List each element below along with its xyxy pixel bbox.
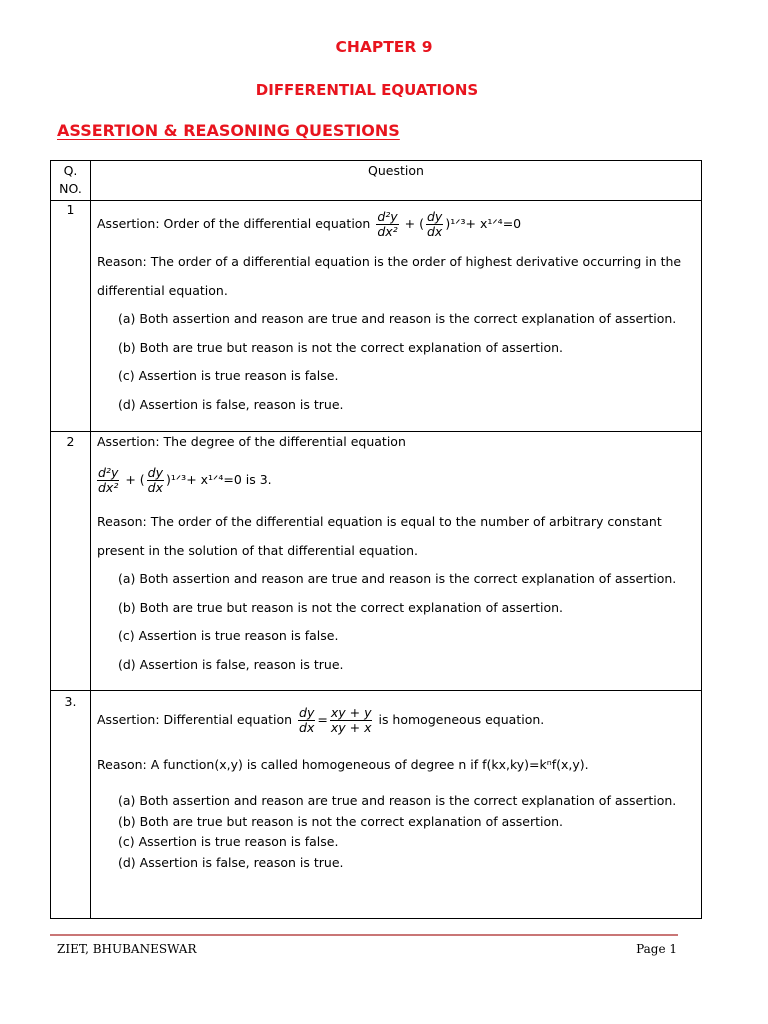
reason-line: differential equation. — [97, 283, 228, 298]
option-d: (d) Assertion is false, reason is true. — [118, 854, 344, 870]
table-row — [51, 432, 702, 691]
option-c: (c) Assertion is true reason is false. — [118, 628, 339, 643]
equation-fraction: $\frac{\text{d²y}}{\text{dx²}}$ — [377, 209, 398, 239]
question-cell — [91, 432, 702, 691]
option-a: (a) Both assertion and reason are true and reason is the correct explanation of assertion. — [118, 793, 677, 808]
reason-line: Reason: The order of the differential equation is equal to the number of arbitrary constant — [97, 514, 662, 529]
footer-institution: ZIET, BHUBANESWAR — [57, 942, 197, 956]
footer-divider — [50, 934, 678, 936]
assertion: Assertion: Order of the differential equation $\frac{\text{d²y}}{\text{dx²}}$ + ( $\frac{dy}{dx}$ )¹ᐟ³+ x¹ᐟ⁴=0 — [97, 209, 522, 239]
reason-line: present in the solution of that differential equation. — [97, 543, 418, 558]
question-cell — [91, 201, 702, 432]
assertion: Assertion: Differential equation $\frac{dy}{dx}$ = $\frac{xy + y}{xy + x}$ is homogeneous equation. — [97, 705, 545, 735]
page-number: Page 1 — [636, 942, 677, 956]
option-d: (d) Assertion is false, reason is true. — [118, 656, 344, 672]
question-number: 1 — [51, 201, 91, 432]
table-row — [51, 691, 702, 919]
question-cell — [91, 691, 702, 919]
reason-line: Reason: A function(x,y) is called homogeneous of degree n if f(kx,ky)=kⁿf(x,y). — [97, 757, 589, 772]
section-heading: ASSERTION & REASONING QUESTIONS — [57, 121, 400, 140]
option-b: (b) Both are true but reason is not the correct explanation of assertion. — [118, 599, 564, 615]
option-b: (b) Both are true but reason is not the correct explanation of assertion. — [118, 339, 564, 355]
question-number: 2 — [51, 432, 91, 691]
reason-line: Reason: The order of a differential equation is the order of highest derivative occurring in the — [97, 254, 682, 269]
subject-title: DIFFERENTIAL EQUATIONS — [255, 81, 479, 99]
option-a: (a) Both assertion and reason are true and reason is the correct explanation of assertion. — [118, 571, 677, 586]
question-number: 3. — [51, 691, 91, 919]
assertion-equation: $\frac{\text{d²y}}{\text{dx²}}$ + ( $\frac{dy}{dx}$ )¹ᐟ³+ x¹ᐟ⁴=0 is 3. — [98, 465, 272, 495]
option-d: (d) Assertion is false, reason is true. — [118, 396, 344, 412]
table-header-row — [51, 161, 702, 201]
option-c: (c) Assertion is true reason is false. — [118, 368, 339, 383]
option-a: (a) Both assertion and reason are true and reason is the correct explanation of assertion. — [118, 311, 677, 326]
questions-table — [50, 160, 702, 919]
assertion: Assertion: The degree of the differential equation — [97, 434, 406, 449]
chapter-title: CHAPTER 9 — [335, 38, 433, 56]
col-header-question: Question — [91, 161, 702, 201]
option-b: (b) Both are true but reason is not the correct explanation of assertion. — [118, 813, 564, 829]
table-row — [51, 201, 702, 432]
col-header-no: Q. NO. — [51, 161, 91, 201]
option-c: (c) Assertion is true reason is false. — [118, 834, 339, 849]
